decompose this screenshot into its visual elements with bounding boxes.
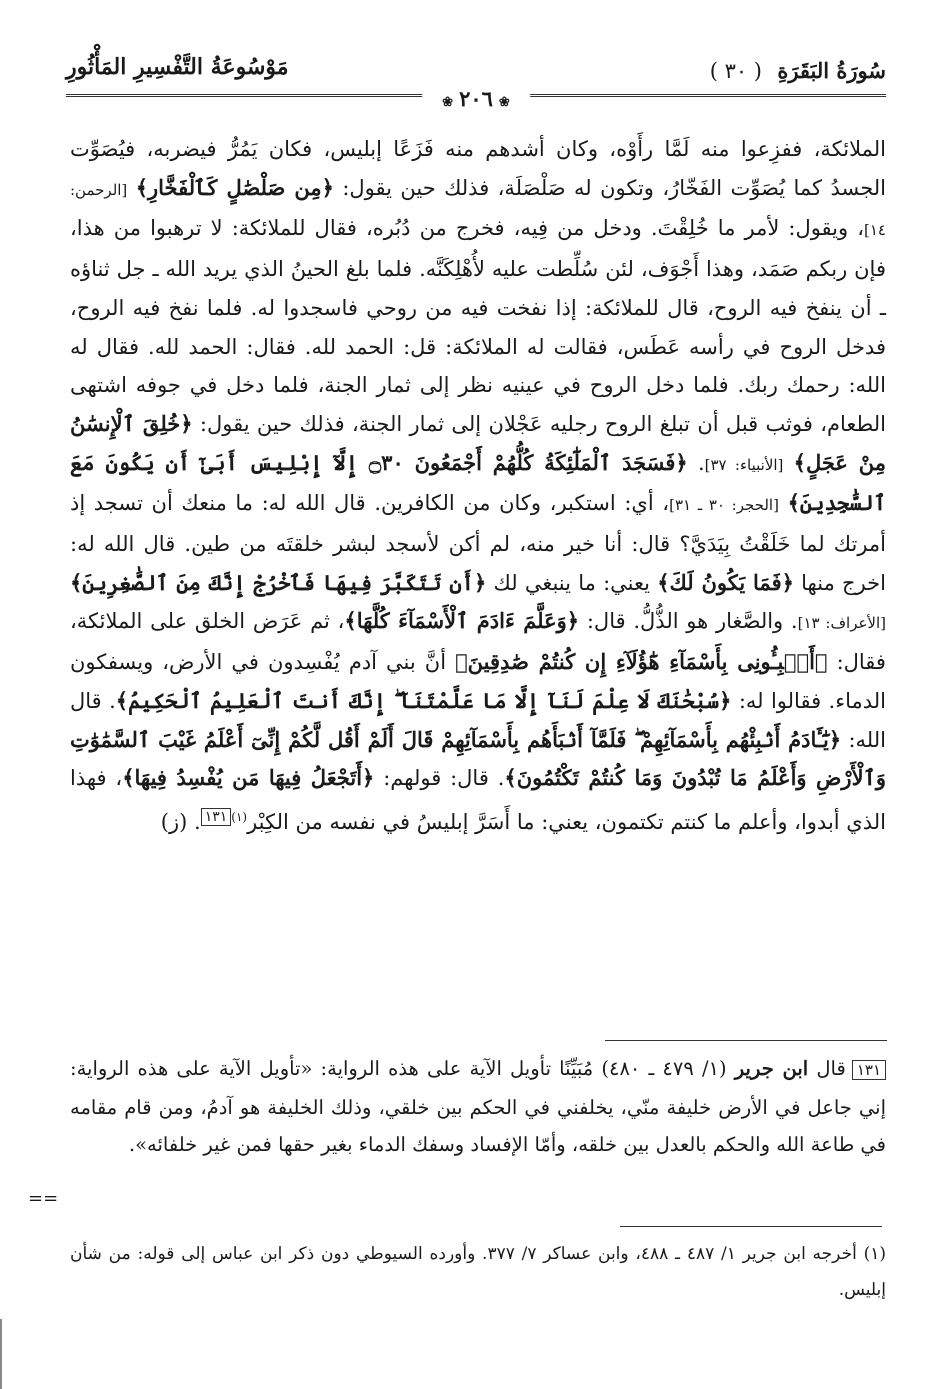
- page-number-text: ٢٠٦: [459, 86, 493, 111]
- page-header: [66, 42, 886, 122]
- text-run: ، فهذا الذي أبدوا، وأعلم ما كنتم تكتمون، يعني: ما أَسَرَّ إبليسُ في نفسه من الكِبْر: [70, 766, 886, 834]
- verse-reference: [الأعراف: ١٣]: [797, 614, 887, 633]
- footnote-ref[interactable]: (١): [231, 809, 248, 824]
- footnote-item: (١) أخرجه ابن جرير ١/ ٤٨٧ ـ ٤٨٨، وابن عساكر ٧/ ٣٧٧. وأورده السيوطي دون ذكر ابن عباس إلى قوله: من شأن إبليس.: [70, 1244, 886, 1300]
- commentary-note: [70, 1050, 886, 1163]
- margin-mark: ==: [28, 1188, 59, 1209]
- commentary-author: ابن جرير: [734, 1057, 809, 1080]
- commentary-paragraph: [70, 1050, 886, 1163]
- text-run: . والصَّغار هو الذُّلُّ. قال:: [586, 609, 798, 634]
- main-text: [70, 130, 886, 842]
- quran-quote: ﴿أَنۢبِـُٔونِى بِأَسْمَآءِ هَٰٓؤُلَآءِ إِن كُنتُمْ صَٰدِقِينَ﴾: [455, 649, 828, 675]
- verse-reference: [الحجر: ٣٠ ـ ٣١]: [669, 496, 779, 515]
- text-run: . قال الله:: [70, 688, 886, 752]
- text-run: يعني: ما ينبغي لك: [493, 570, 650, 595]
- quran-quote: ﴿مِن صَلْصَٰلٍ كَٱلْفَخَّارِ﴾: [135, 174, 334, 200]
- quran-quote: ﴿سُبْحَٰنَكَ لَا عِلْمَ لَنَآ إِلَّا مَا عَلَّمْتَنَآ ۖ إِنَّكَ أَنتَ ٱلْعَلِيمُ ٱلْحَكِيمُ﴾: [115, 687, 732, 713]
- verse-number: ( ٣٠ ): [709, 59, 762, 83]
- quran-quote: ﴿فَسَجَدَ ٱلْمَلَٰٓئِكَةُ كُلُّهُمْ أَجْمَعُونَ ۝٣٠ إِلَّآ إِبْلِيسَ أَبَىٰٓ أَن يَكُونَ مَعَ ٱلسَّٰجِدِينَ﴾: [70, 449, 886, 516]
- quran-quote: ﴿خُلِقَ ٱلْإِنسَٰنُ مِنْ عَجَلٍ﴾: [70, 410, 887, 475]
- text-run: ، أي: استكبر، وكان من الكافرين. قال الله له: ما منعك أن تسجد إذ أمرتك لما خَلَقْتُ بِيَدَيَّ؟ قال: أنا خير منه، لم أكن لأسجد لبشر خلقتَه من طين. قال الله له: اخرج منها: [70, 491, 886, 595]
- book-title: مَوْسُوعَةُ التَّفْسِيرِ المَأْثُورِ: [66, 54, 289, 80]
- verse-reference: [الأنبياء: ٣٧]: [704, 455, 784, 474]
- commentary-number: ١٣١: [852, 1060, 886, 1080]
- verse-reference: [الرحمن: ١٤]: [70, 180, 886, 240]
- text-run: (١/ ٤٧٩ ـ ٤٨٠) مُبَيِّنًا تأويل الآية على هذه الرواية: «تأويل الآية على هذه الرواية: إني جاعل في الأرض خليفة منّي، يخلفني في الحكم بين خلقي، وذلك الخليفة هو آدمُ، ومن قام مقامه في طاعة الله والحكم بالعدل بين خلقه، وأمّا الإفساد وسفك الدماء بغير حقها فمن غير خلفائه».: [70, 1057, 886, 1156]
- text-run: ، ويقول: لأمر ما خُلِقْتَ. ودخل من فِيه، فخرج من دُبُره، فقال للملائكة: لا ترهبوا من هذا، فإن ربكم صَمَد، وهذا أَجْوَف، لئن سُلِّطت عليه لأُهْلِكَنَّه. فلما بلغ الحينُ الذي يريد الله ـ جل ثناؤه ـ أن ينفخ فيه الروح، قال للملائكة: إذا نفخت فيه من روحي فاسجدوا له. فلما نفخ فيه الروح، فدخل الروح في رأسه عَطَس، فقالت له الملائكة: قل: الحمد لله. فقال: الحمد لله. فقال له الله: رحمك ربك. فلما دخل الروح في عينيه نظر إلى ثمار الجنة، فلما دخل في جوفه اشتهى الطعام، فوثب قبل أن تبلغ الروح رجليه عَجْلان إلى ثمار الجنة، فذلك حين يقول:: [70, 216, 886, 436]
- section-divider: [605, 1040, 887, 1041]
- ornament-icon: ❀: [442, 95, 454, 110]
- page-edge: [0, 1319, 2, 1389]
- main-paragraph: الملائكة، ففزِعوا منه لَمَّا رأَوْه، وكان أشدهم منه فَزَعًا إبليس، فكان يَمُرُّ فيضربه، فيُصَوِّت الجسدُ كما يُصَوِّت الفَخّارُ، وتكون له صَلْصَلَة، فذلك حين يقول: ﴿مِن صَلْصَٰلٍ كَٱلْفَخَّارِ﴾ [الرحمن: ١٤]، ويقول: لأمر ما خُلِقْتَ. ودخل من فِيه، فخرج من دُبُره، فقال للملائكة: لا ترهبوا من هذا، فإن ربكم صَمَد، وهذا أَجْوَف، لئن سُلِّطت عليه لأُهْلِكَنَّه. فلما بلغ الحينُ الذي يريد الله ـ جل ثناؤه ـ أن ينفخ فيه الروح، قال للملائكة: إذا نفخت فيه من روحي فاسجدوا له. فلما نفخ فيه الروح، فدخل الروح في رأسه عَطَس، فقالت له الملائكة: قل: الحمد لله. فقال: الحمد لله. فقال له الله: رحمك ربك. فلما دخل الروح في عينيه نظر إلى ثمار الجنة، فلما دخل في جوفه اشتهى الطعام، فوثب قبل أن تبلغ الروح رجليه عَجْلان إلى ثمار الجنة، فذلك حين يقول: ﴿خُلِقَ ٱلْإِنسَٰنُ مِنْ عَجَلٍ﴾ [الأنبياء: ٣٧]. ﴿فَسَجَدَ ٱلْمَلَٰٓئِكَةُ كُلُّهُمْ أَجْمَعُونَ ۝٣٠ إِلَّآ إِبْلِيسَ أَبَىٰٓ أَن يَكُونَ مَعَ ٱلسَّٰجِدِينَ﴾ [الحجر: ٣٠ ـ ٣١]، أي: استكبر، وكان من الكافرين. قال الله له: ما منعك أن تسجد إذ أمرتك لما خَلَقْتُ بِيَدَيَّ؟ قال: أنا خير منه، لم أكن لأسجد لبشر خلقتَه من طين. قال الله له: اخرج منها ﴿فَمَا يَكُونُ لَكَ﴾ يعني: ما ينبغي لك ﴿أَن تَتَكَبَّرَ فِيهَا فَٱخْرُجْ إِنَّكَ مِنَ ٱلصَّٰغِرِينَ﴾ [الأعراف: ١٣]. والصَّغار هو الذُّلُّ. قال: ﴿وَعَلَّمَ ءَادَمَ ٱلْأَسْمَآءَ كُلَّهَا﴾، ثم عَرَض الخلق على الملائكة، فقال: ﴿أَنۢبِـُٔونِى بِأَسْمَآءِ هَٰٓؤُلَآءِ إِن كُنتُمْ صَٰدِقِينَ﴾ أنَّ بني آدم يُفْسِدون في الأرض، ويسفكون الدماء. فقالوا له: ﴿سُبْحَٰنَكَ لَا عِلْمَ لَنَآ إِلَّا مَا عَلَّمْتَنَآ ۖ إِنَّكَ أَنتَ ٱلْعَلِيمُ ٱلْحَكِيمُ﴾. قال الله: ﴿يَٰٓـَٔادَمُ أَنۢبِئْهُم بِأَسْمَآئِهِمْ ۖ فَلَمَّآ أَنۢبَأَهُم بِأَسْمَآئِهِمْ قَالَ أَلَمْ أَقُل لَّكُمْ إِنِّىٓ أَعْلَمُ غَيْبَ ٱلسَّمَٰوَٰتِ وَٱلْأَرْضِ وَأَعْلَمُ مَا تُبْدُونَ وَمَا كُنتُمْ تَكْتُمُونَ﴾. قال: قولهم: ﴿أَتَجْعَلُ فِيهَا مَن يُفْسِدُ فِيهَا﴾، فهذا الذي أبدوا، وأعلم ما كنتم تكتمون، يعني: ما أَسَرَّ إبليسُ في نفسه من الكِبْر$^{(١)١٣١}$. (ز): [70, 137, 887, 834]
- text-run: . قال: قولهم:: [383, 766, 505, 791]
- quran-quote: ﴿يَٰٓـَٔادَمُ أَنۢبِئْهُم بِأَسْمَآئِهِمْ ۖ فَلَمَّآ أَنۢبَأَهُم بِأَسْمَآئِهِمْ قَالَ أَلَمْ أَقُل لَّكُمْ إِنِّىٓ أَعْلَمُ غَيْبَ ٱلسَّمَٰوَٰتِ وَٱلْأَرْضِ وَأَعْلَمُ مَا تُبْدُونَ وَمَا كُنتُمْ تَكْتُمُونَ﴾: [70, 726, 886, 791]
- text-run: . (ز): [160, 809, 201, 834]
- quran-quote: ﴿أَتَجْعَلُ فِيهَا مَن يُفْسِدُ فِيهَا﴾: [122, 765, 375, 791]
- text-run: قال: [816, 1057, 846, 1080]
- text-run: أنَّ بني آدم يُفْسِدون في الأرض، ويسفكون الدماء. فقالوا له:: [70, 650, 886, 713]
- ornament-icon: ❀: [498, 95, 510, 110]
- text-run: ، ثم عَرَض الخلق على الملائكة، فقال:: [70, 609, 886, 675]
- text-run: الملائكة، ففزِعوا منه لَمَّا رأَوْه، وكان أشدهم منه فَزَعًا إبليس، فكان يَمُرُّ فيضربه، فيُصَوِّت الجسدُ كما يُصَوِّت الفَخّارُ، وتكون له صَلْصَلَة، فذلك حين يقول:: [70, 137, 886, 200]
- footnote-divider: [620, 1226, 882, 1227]
- quran-quote: ﴿وَعَلَّمَ ءَادَمَ ٱلْأَسْمَآءَ كُلَّهَا﴾: [344, 608, 580, 634]
- surah-name: سُورَةُ البَقَرَةِ: [777, 58, 886, 83]
- surah-heading: [710, 58, 886, 83]
- quran-quote: ﴿أَن تَتَكَبَّرَ فِيهَا فَٱخْرُجْ إِنَّكَ مِنَ ٱلصَّٰغِرِينَ﴾: [70, 569, 487, 595]
- page-number: [422, 86, 530, 111]
- commentary-ref[interactable]: ١٣١: [201, 808, 232, 826]
- quran-quote: ﴿فَمَا يَكُونُ لَكَ﴾: [657, 569, 794, 595]
- footnotes: [70, 1236, 886, 1308]
